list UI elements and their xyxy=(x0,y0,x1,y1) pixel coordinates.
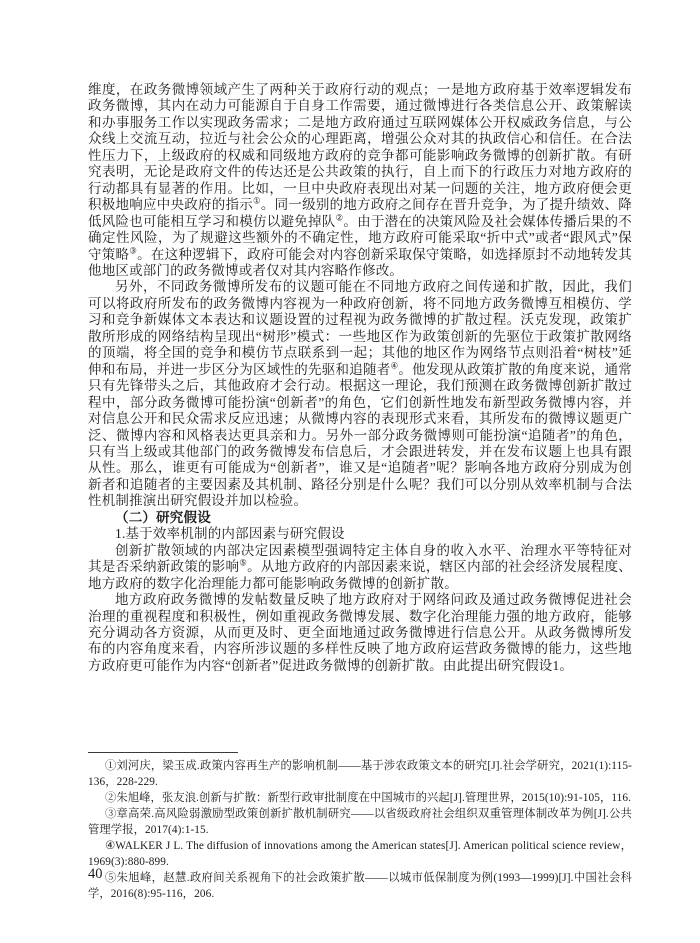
footnote-item: ①刘河庆，梁玉成.政策内容再生产的影响机制——基于涉农政策文本的研究[J].社会学研究，2021(1):115-136，228-229. xyxy=(88,760,632,788)
footnote-item: ③章高荣.高风险弱激励型政策创新扩散机制研究——以省级政府社会组织双重管理体制改革为例[J].公共管理学报，2017(4):1-15. xyxy=(88,808,632,836)
article-body xyxy=(88,82,632,674)
footnote-ref: ① xyxy=(252,195,261,206)
body-paragraph-3: 创新扩散领域的内部决定因素模型强调特定主体自身的收入水平、治理水平等特征对其是否采纳新政策的影响⑤。从地方政府的内部因素来说，辖区内部的社会经济发展程度、地方政府的数字化治理能力都可能影响政务微博的创新扩散。 xyxy=(88,542,632,591)
footnote-ref: ② xyxy=(335,212,344,223)
footnote-ref: ⑤ xyxy=(239,557,248,568)
footnote-ref: ③ xyxy=(129,245,138,256)
footnote-item: ②朱旭峰，张友浪.创新与扩散：新型行政审批制度在中国城市的兴起[J].管理世界，2015(10):91-105，116. xyxy=(104,792,632,804)
page-number: 40 xyxy=(88,866,103,882)
footnote-item: ⑤朱旭峰，赵慧.政府间关系视角下的社会政策扩散——以城市低保制度为例(1993—1999)[J].中国社会科学，2016(8):95-116，206. xyxy=(88,872,632,900)
body-paragraph-4: 地方政府政务微博的发帖数量反映了地方政府对于网络问政及通过政务微博促进社会治理的重视程度和积极性，例如重视政务微博发展、数字化治理能力强的地方政府，能够充分调动各方资源，从而更及时、更全面地通过政务微博进行信息公开。从政务微博所发布的内容角度来看，内容所涉议题的多样性反映了地方政府运营政务微博的能力，这些地方政府更可能作为内容“创新者”促进政务微博的创新扩散。由此提出研究假设1。 xyxy=(88,592,632,673)
subsection-heading: 1.基于效率机制的内部因素与研究假设 xyxy=(115,526,345,542)
footnote-separator xyxy=(88,752,238,753)
footnotes xyxy=(88,758,632,902)
footnote-item: ④WALKER J L. The diffusion of innovations among the American states[J]. American political science review，1969(3):880-899. xyxy=(88,840,632,868)
footnote-ref: ④ xyxy=(390,360,399,371)
body-paragraph-1: 维度，在政务微博领域产生了两种关于政府行动的观点；一是地方政府基于效率逻辑发布政务微博，其内在动力可能源自于自身工作需要，通过微博进行各类信息公开、政策解读和办事服务工作以实现政务需求；二是地方政府通过互联网媒体公开权威政务信息，与公众线上交流互动，拉近与社会公众的心理距离，增强公众对其的执政信心和信任。在合法性压力下，上级政府的权威和同级地方政府的竞争都可能影响政务微博的创新扩散。有研究表明，无论是政府文件的传达还是公共政策的执行，自上而下的行政压力对地方政府的行动都具有显著的作用。比如，一旦中央政府表现出对某一问题的关注，地方政府便会更积极地响应中央政府的指示①。同一级别的地方政府之间存在晋升竞争，为了提升绩效、降低风险也可能相互学习和模仿以避免掉队②。由于潜在的决策风险及社会媒体传播后果的不确定性风险，为了规避这些额外的不确定性，地方政府可能采取“折中式”或者“跟风式”保守策略③。在这种逻辑下，政府可能会对内容创新采取保守策略，如选择原封不动地转发其他地区或部门的政务微博或者仅对其内容略作修改。 xyxy=(88,82,632,278)
section-heading: （二）研究假设 xyxy=(115,509,211,525)
body-paragraph-2: 另外，不同政务微博所发布的议题可能在不同地方政府之间传递和扩散，因此，我们可以将政府所发布的政务微博内容视为一种政府创新，将不同地方政务微博互相模仿、学习和竞争新媒体文本表达和议题设置的过程视为政务微博的扩散过程。沃克发现，政策扩散所形成的网络结构呈现出“树形”模式：一些地区作为政策创新的先驱位于政策扩散网络的顶端，将全国的竞争和模仿节点联系到一起；其他的地区作为网络节点则沿着“树枝”延伸和布局，并进一步区分为区域性的先驱和追随者④。他发现从政策扩散的角度来说，通常只有先锋带头之后，其他政府才会行动。根据这一理论，我们预测在政务微博创新扩散过程中，部分政务微博可能扮演“创新者”的角色，它们创新性地发布新型政务微博内容，并对信息公开和民众需求反应迅速；从微博内容的表现形式来看，其所发布的微博议题更广泛、微博内容和风格表达更具亲和力。另外一部分政务微博则可能扮演“追随者”的角色，只有当上级或其他部门的政务微博发布信息后，才会跟进转发，并在发布议题上也具有跟从性。那么，谁更有可能成为“创新者”，谁又是“追随者”呢？影响各地方政府分别成为创新者和追随者的主要因素及其机制、路径分别是什么呢？我们可以分别从效率机制与合法性机制推演出研究假设并加以检验。 xyxy=(88,279,632,509)
